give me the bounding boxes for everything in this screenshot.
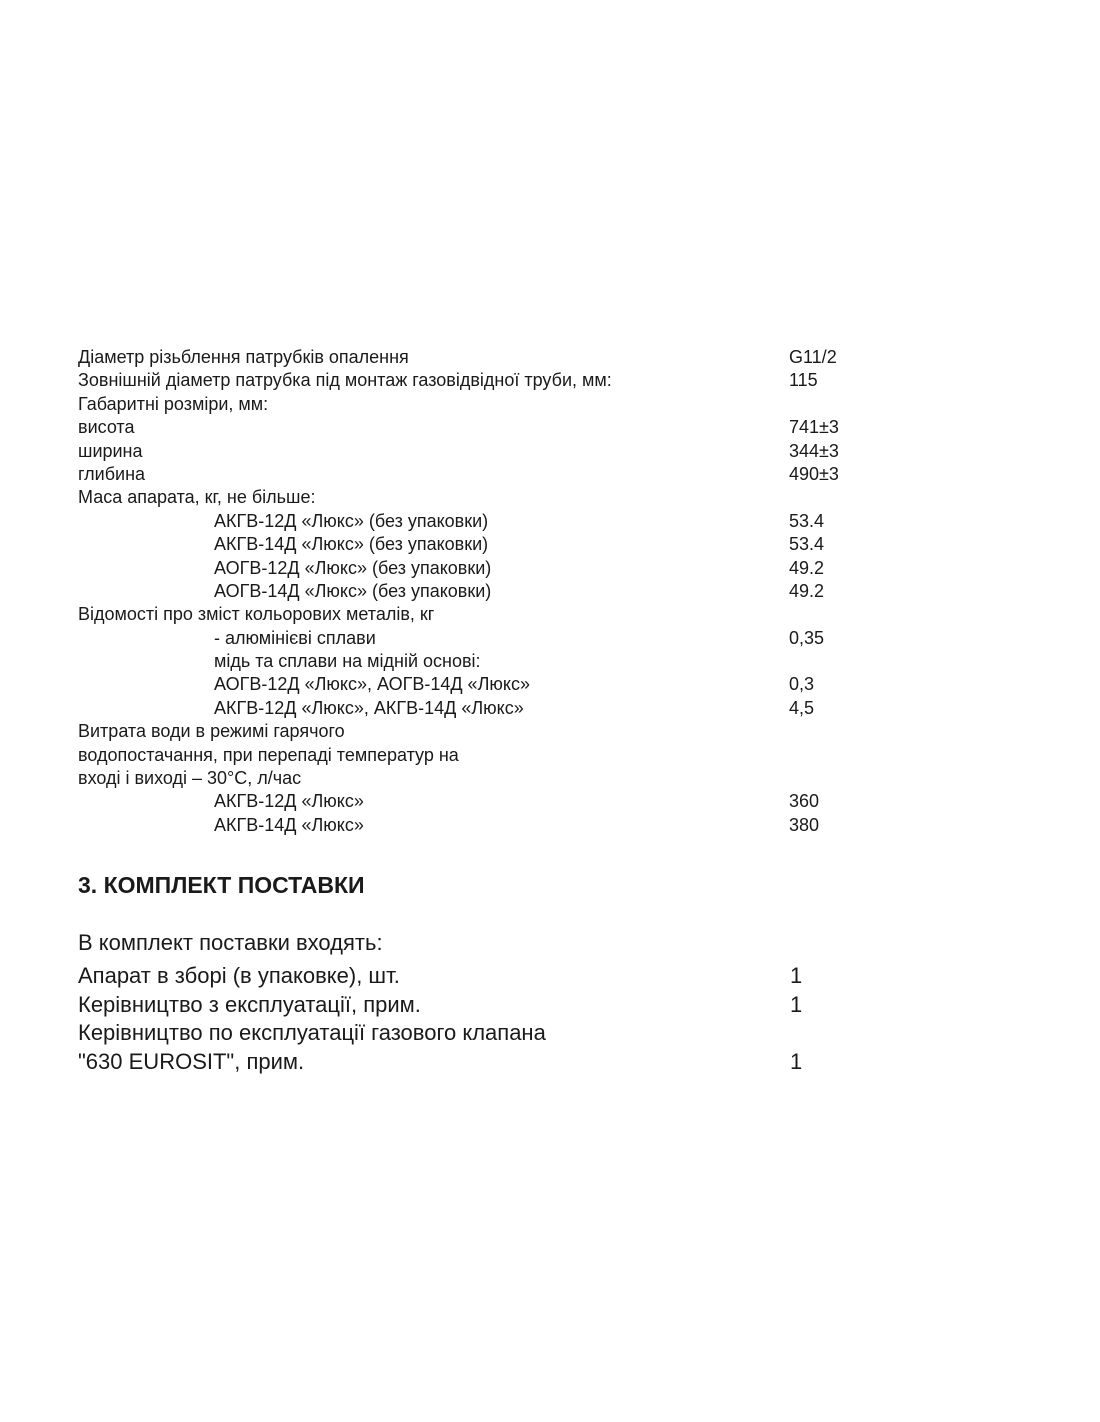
spec-label: ширина [78, 440, 143, 461]
kit-item-label: Керівництво по експлуатації газового клапана [78, 1020, 546, 1045]
spec-label: АКГВ-12Д «Люкс», АКГВ-14Д «Люкс» [214, 697, 524, 718]
spec-label: АОГВ-14Д «Люкс» (без упаковки) [214, 580, 492, 601]
kit-item [78, 1019, 958, 1048]
spec-value: 49.2 [789, 557, 825, 578]
delivery-kit-list [78, 928, 958, 1076]
spec-label: вході і виході – 30°С, л/час [78, 768, 302, 789]
kit-item [78, 962, 958, 991]
spec-row [78, 744, 958, 767]
spec-row [78, 720, 958, 743]
spec-row [78, 627, 958, 650]
section-heading: 3. КОМПЛЕКТ ПОСТАВКИ [78, 872, 365, 898]
spec-row [78, 697, 958, 720]
spec-row [78, 533, 958, 556]
spec-label: висота [78, 417, 135, 438]
spec-value: 380 [789, 814, 820, 835]
spec-label: - алюмінієві сплави [214, 627, 376, 648]
spec-row [78, 603, 958, 626]
spec-label: Діаметр різьблення патрубків опалення [78, 347, 409, 367]
spec-label: мідь та сплави на мідній основі: [214, 651, 481, 672]
spec-label: АКГВ-14Д «Люкс» [214, 814, 364, 835]
spec-value: 49.2 [789, 580, 825, 601]
spec-label: Маса апарата, кг, не більше: [78, 487, 316, 508]
spec-label: АКГВ-12Д «Люкс» (без упаковки) [214, 510, 489, 531]
spec-label: АКГВ-12Д «Люкс» [214, 791, 364, 812]
spec-row [78, 814, 958, 837]
spec-label: Витрата води в режимі гарячого [78, 721, 345, 742]
spec-value: 53.4 [789, 534, 825, 555]
spec-row [78, 790, 958, 813]
kit-item-label: Керівництво з експлуатації, прим. [78, 991, 421, 1017]
spec-value: 115 [789, 370, 818, 391]
kit-item-quantity: 1 [790, 963, 803, 988]
kit-item-label: "630 EUROSIT", прим. [78, 1048, 305, 1074]
spec-label: АОГВ-12Д «Люкс» (без упаковки) [214, 557, 492, 578]
kit-item-quantity: 1 [790, 1048, 803, 1074]
spec-value: G11/2 [789, 347, 837, 367]
spec-row [78, 463, 958, 486]
spec-label: глибина [78, 463, 146, 484]
spec-value: 4,5 [789, 697, 815, 718]
spec-value: 360 [789, 791, 820, 812]
spec-row [78, 369, 958, 392]
spec-row [78, 767, 958, 790]
spec-row [78, 486, 958, 509]
spec-row [78, 440, 958, 463]
spec-row [78, 510, 958, 533]
kit-item-quantity: 1 [790, 991, 803, 1017]
spec-row [78, 557, 958, 580]
spec-row [78, 650, 958, 673]
spec-label: водопостачання, при перепаді температур на [78, 744, 459, 765]
spec-value: 344±3 [789, 440, 839, 461]
spec-label: АОГВ-12Д «Люкс», АОГВ-14Д «Люкс» [214, 674, 530, 695]
spec-label: Зовнішній діаметр патрубка під монтаж газовідвідної труби, мм: [78, 370, 612, 391]
technical-specs-list [78, 346, 958, 837]
kit-item [78, 991, 958, 1020]
spec-row [78, 393, 958, 416]
kit-intro-text: В комплект поставки входять: [78, 930, 383, 955]
spec-value: 0,3 [789, 674, 815, 695]
spec-value: 0,35 [789, 627, 825, 648]
spec-label: АКГВ-14Д «Люкс» (без упаковки) [214, 534, 489, 555]
spec-value: 490±3 [789, 463, 839, 484]
kit-item [78, 1048, 958, 1077]
spec-row [78, 580, 958, 603]
spec-value: 741±3 [789, 417, 839, 438]
spec-label: Габаритні розміри, мм: [78, 393, 269, 414]
spec-row [78, 673, 958, 696]
spec-row [78, 346, 958, 369]
spec-value: 53.4 [789, 510, 825, 531]
spec-row [78, 416, 958, 439]
spec-label: Відомості про зміст кольорових металів, кг [78, 604, 435, 625]
kit-item-label: Апарат в зборі (в упаковке), шт. [78, 963, 400, 988]
